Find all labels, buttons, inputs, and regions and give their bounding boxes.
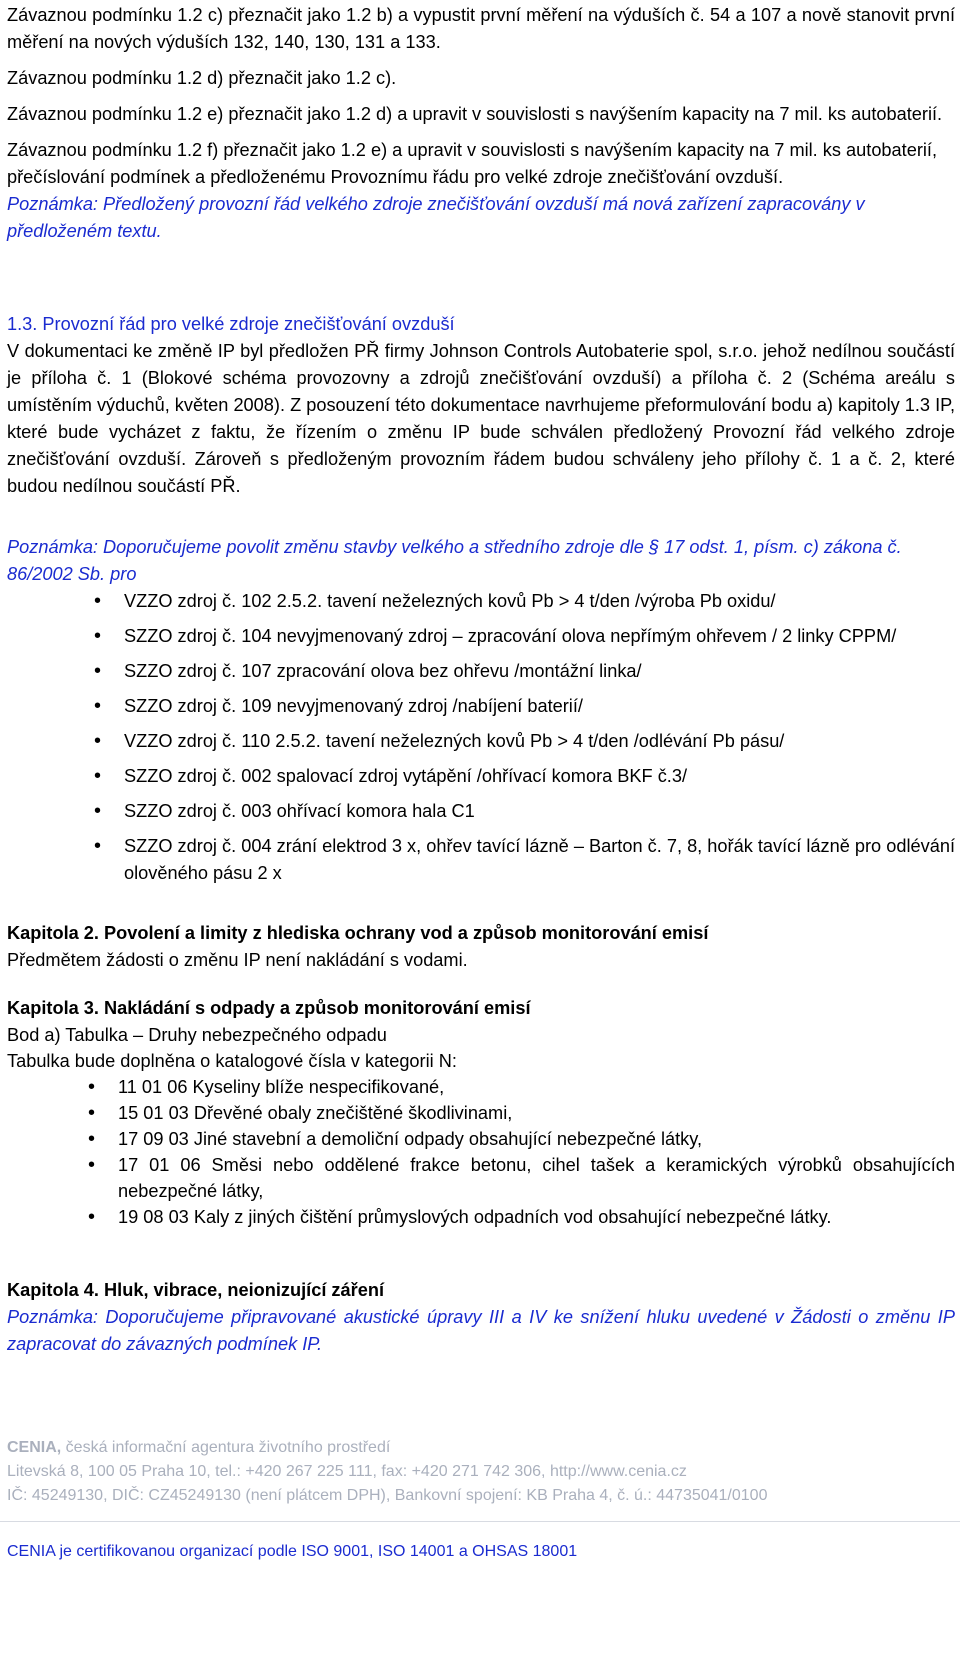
list-item: • 19 08 03 Kaly z jiných čištění průmyslových odpadních vod obsahující nebezpečné látky. (7, 1204, 955, 1230)
footer-address: Litevská 8, 100 05 Praha 10, tel.: +420 267 225 111, fax: +420 271 742 306, http://www.cenia.cz (7, 1463, 687, 1480)
chapter-4-heading: Kapitola 4. Hluk, vibrace, neionizující záření (7, 1280, 385, 1300)
bullet-icon (88, 1152, 98, 1178)
chapter-3-heading: Kapitola 3. Nakládání s odpady a způsob monitorování emisí (7, 998, 531, 1018)
chapter-4-note: Poznámka: Doporučujeme připravované akustické úpravy III a IV ke snížení hluku uvedené v Žádosti o změnu IP zapracovat do závazných podmínek IP. (7, 1307, 955, 1354)
section-1-3 (7, 311, 955, 500)
section-1-3-body: V dokumentaci ke změně IP byl předložen PŘ firmy Johnson Controls Autobaterie spol, s.r.o. jehož nedílnou součástí je příloha č. 1 (Blokové schéma provozovny a zdrojů znečišťování ovzduší) a příloha č. 2 (Schéma areálu s umístěním výduchů, květen 2008). Z posouzení této dokumentace navrhujeme přeformulování bodu a) kapitoly 1.3 IP, které bude vycházet z faktu, že řízením o změnu IP bude schválen předložený Provozní řád velkého zdroje znečišťování ovzduší. Zároveň s předloženým provozním řádem budou schváleny jeho přílohy č. 1 a č. 2, které budou nedílnou součástí PŘ. (7, 341, 955, 496)
list-item: • 15 01 03 Dřevěné obaly znečištěné škodlivinami, (7, 1100, 955, 1126)
paragraph-condition-d: Závaznou podmínku 1.2 d) přeznačit jako 1.2 c). (7, 68, 397, 88)
footer (7, 1436, 955, 1508)
note-permit-change: Poznámka: Doporučujeme povolit změnu stavby velkého a středního zdroje dle § 17 odst. 1, písm. c) zákona č. 86/2002 Sb. pro (7, 537, 902, 584)
bullet-icon (94, 763, 104, 790)
chapter-3 (7, 995, 955, 1230)
bullet-icon (94, 833, 104, 860)
list-item: • SZZO zdroj č. 004 zrání elektrod 3 x, ohřev tavící lázně – Barton č. 7, 8, hořák tavící lázně pro odlévání olověného pásu 2 x (7, 833, 955, 887)
footer-divider (0, 1521, 960, 1522)
note-permit-change-block (7, 534, 955, 588)
list-item: • SZZO zdroj č. 109 nevyjmenovaný zdroj /nabíjení baterií/ (7, 693, 955, 720)
top-paragraphs (7, 2, 955, 245)
list-item: • SZZO zdroj č. 107 zpracování olova bez ohřevu /montážní linka/ (7, 658, 955, 685)
source-list (7, 588, 955, 895)
bullet-icon (88, 1074, 98, 1100)
list-item: • 11 01 06 Kyseliny blíže nespecifikované, (7, 1074, 955, 1100)
footer-org: CENIA, česká informační agentura životního prostředí (7, 1439, 391, 1456)
chapter-4 (7, 1277, 955, 1358)
bullet-icon (94, 658, 104, 685)
paragraph-condition-f: Závaznou podmínku 1.2 f) přeznačit jako 1.2 e) a upravit v souvislosti s navýšením kapacity na 7 mil. ks autobaterií, přečíslování podmínek a předloženému Provoznímu řádu pro velké zdroje znečišťování ovzduší. (7, 140, 938, 187)
section-1-3-heading: 1.3. Provozní řád pro velké zdroje znečišťování ovzduší (7, 314, 455, 334)
note-operating-rules: Poznámka: Předložený provozní řád velkého zdroje znečišťování ovzduší má nová zařízení zapracovány v předloženém textu. (7, 194, 865, 241)
list-item: • VZZO zdroj č. 110 2.5.2. tavení neželezných kovů Pb > 4 t/den /odlévání Pb pásu/ (7, 728, 955, 755)
chapter-2-body: Předmětem žádosti o změnu IP není nakládání s vodami. (7, 950, 468, 970)
chapter-2-heading: Kapitola 2. Povolení a limity z hlediska ochrany vod a způsob monitorování emisí (7, 923, 709, 943)
chapter-3-line1: Bod a) Tabulka – Druhy nebezpečného odpadu (7, 1025, 387, 1045)
bullet-icon (94, 588, 104, 615)
bullet-icon (94, 693, 104, 720)
chapter-2 (7, 920, 955, 974)
paragraph-condition-c: Závaznou podmínku 1.2 c) přeznačit jako 1.2 b) a vypustit první měření na výduších č. 54 a 107 a nově stanovit první měření na nových výduších 132, 140, 130, 131 a 133. (7, 5, 955, 52)
chapter-3-line2: Tabulka bude doplněna o katalogové čísla v kategorii N: (7, 1051, 457, 1071)
bullet-icon (94, 623, 104, 650)
list-item: • VZZO zdroj č. 102 2.5.2. tavení neželezných kovů Pb > 4 t/den /výroba Pb oxidu/ (7, 588, 955, 615)
waste-list (7, 1074, 955, 1230)
list-item: • SZZO zdroj č. 003 ohřívací komora hala C1 (7, 798, 955, 825)
list-item: • SZZO zdroj č. 104 nevyjmenovaný zdroj – zpracování olova nepřímým ohřevem / 2 linky CPPM/ (7, 623, 955, 650)
bullet-icon (94, 798, 104, 825)
list-item: • 17 09 03 Jiné stavební a demoliční odpady obsahující nebezpečné látky, (7, 1126, 955, 1152)
footer-certification: CENIA je certifikovanou organizací podle ISO 9001, ISO 14001 a OHSAS 18001 (7, 1543, 578, 1560)
bullet-icon (88, 1126, 98, 1152)
bullet-icon (88, 1204, 98, 1230)
bullet-icon (88, 1100, 98, 1126)
paragraph-condition-e: Závaznou podmínku 1.2 e) přeznačit jako 1.2 d) a upravit v souvislosti s navýšením kapacity na 7 mil. ks autobaterií. (7, 104, 943, 124)
list-item: • 17 01 06 Směsi nebo oddělené frakce betonu, cihel tašek a keramických výrobků obsahujících nebezpečné látky, (7, 1152, 955, 1204)
bullet-icon (94, 728, 104, 755)
footer-ids: IČ: 45249130, DIČ: CZ45249130 (není plátcem DPH), Bankovní spojení: KB Praha 4, č. ú.: 44735041/0100 (7, 1487, 768, 1504)
list-item: • SZZO zdroj č. 002 spalovací zdroj vytápění /ohřívací komora BKF č.3/ (7, 763, 955, 790)
